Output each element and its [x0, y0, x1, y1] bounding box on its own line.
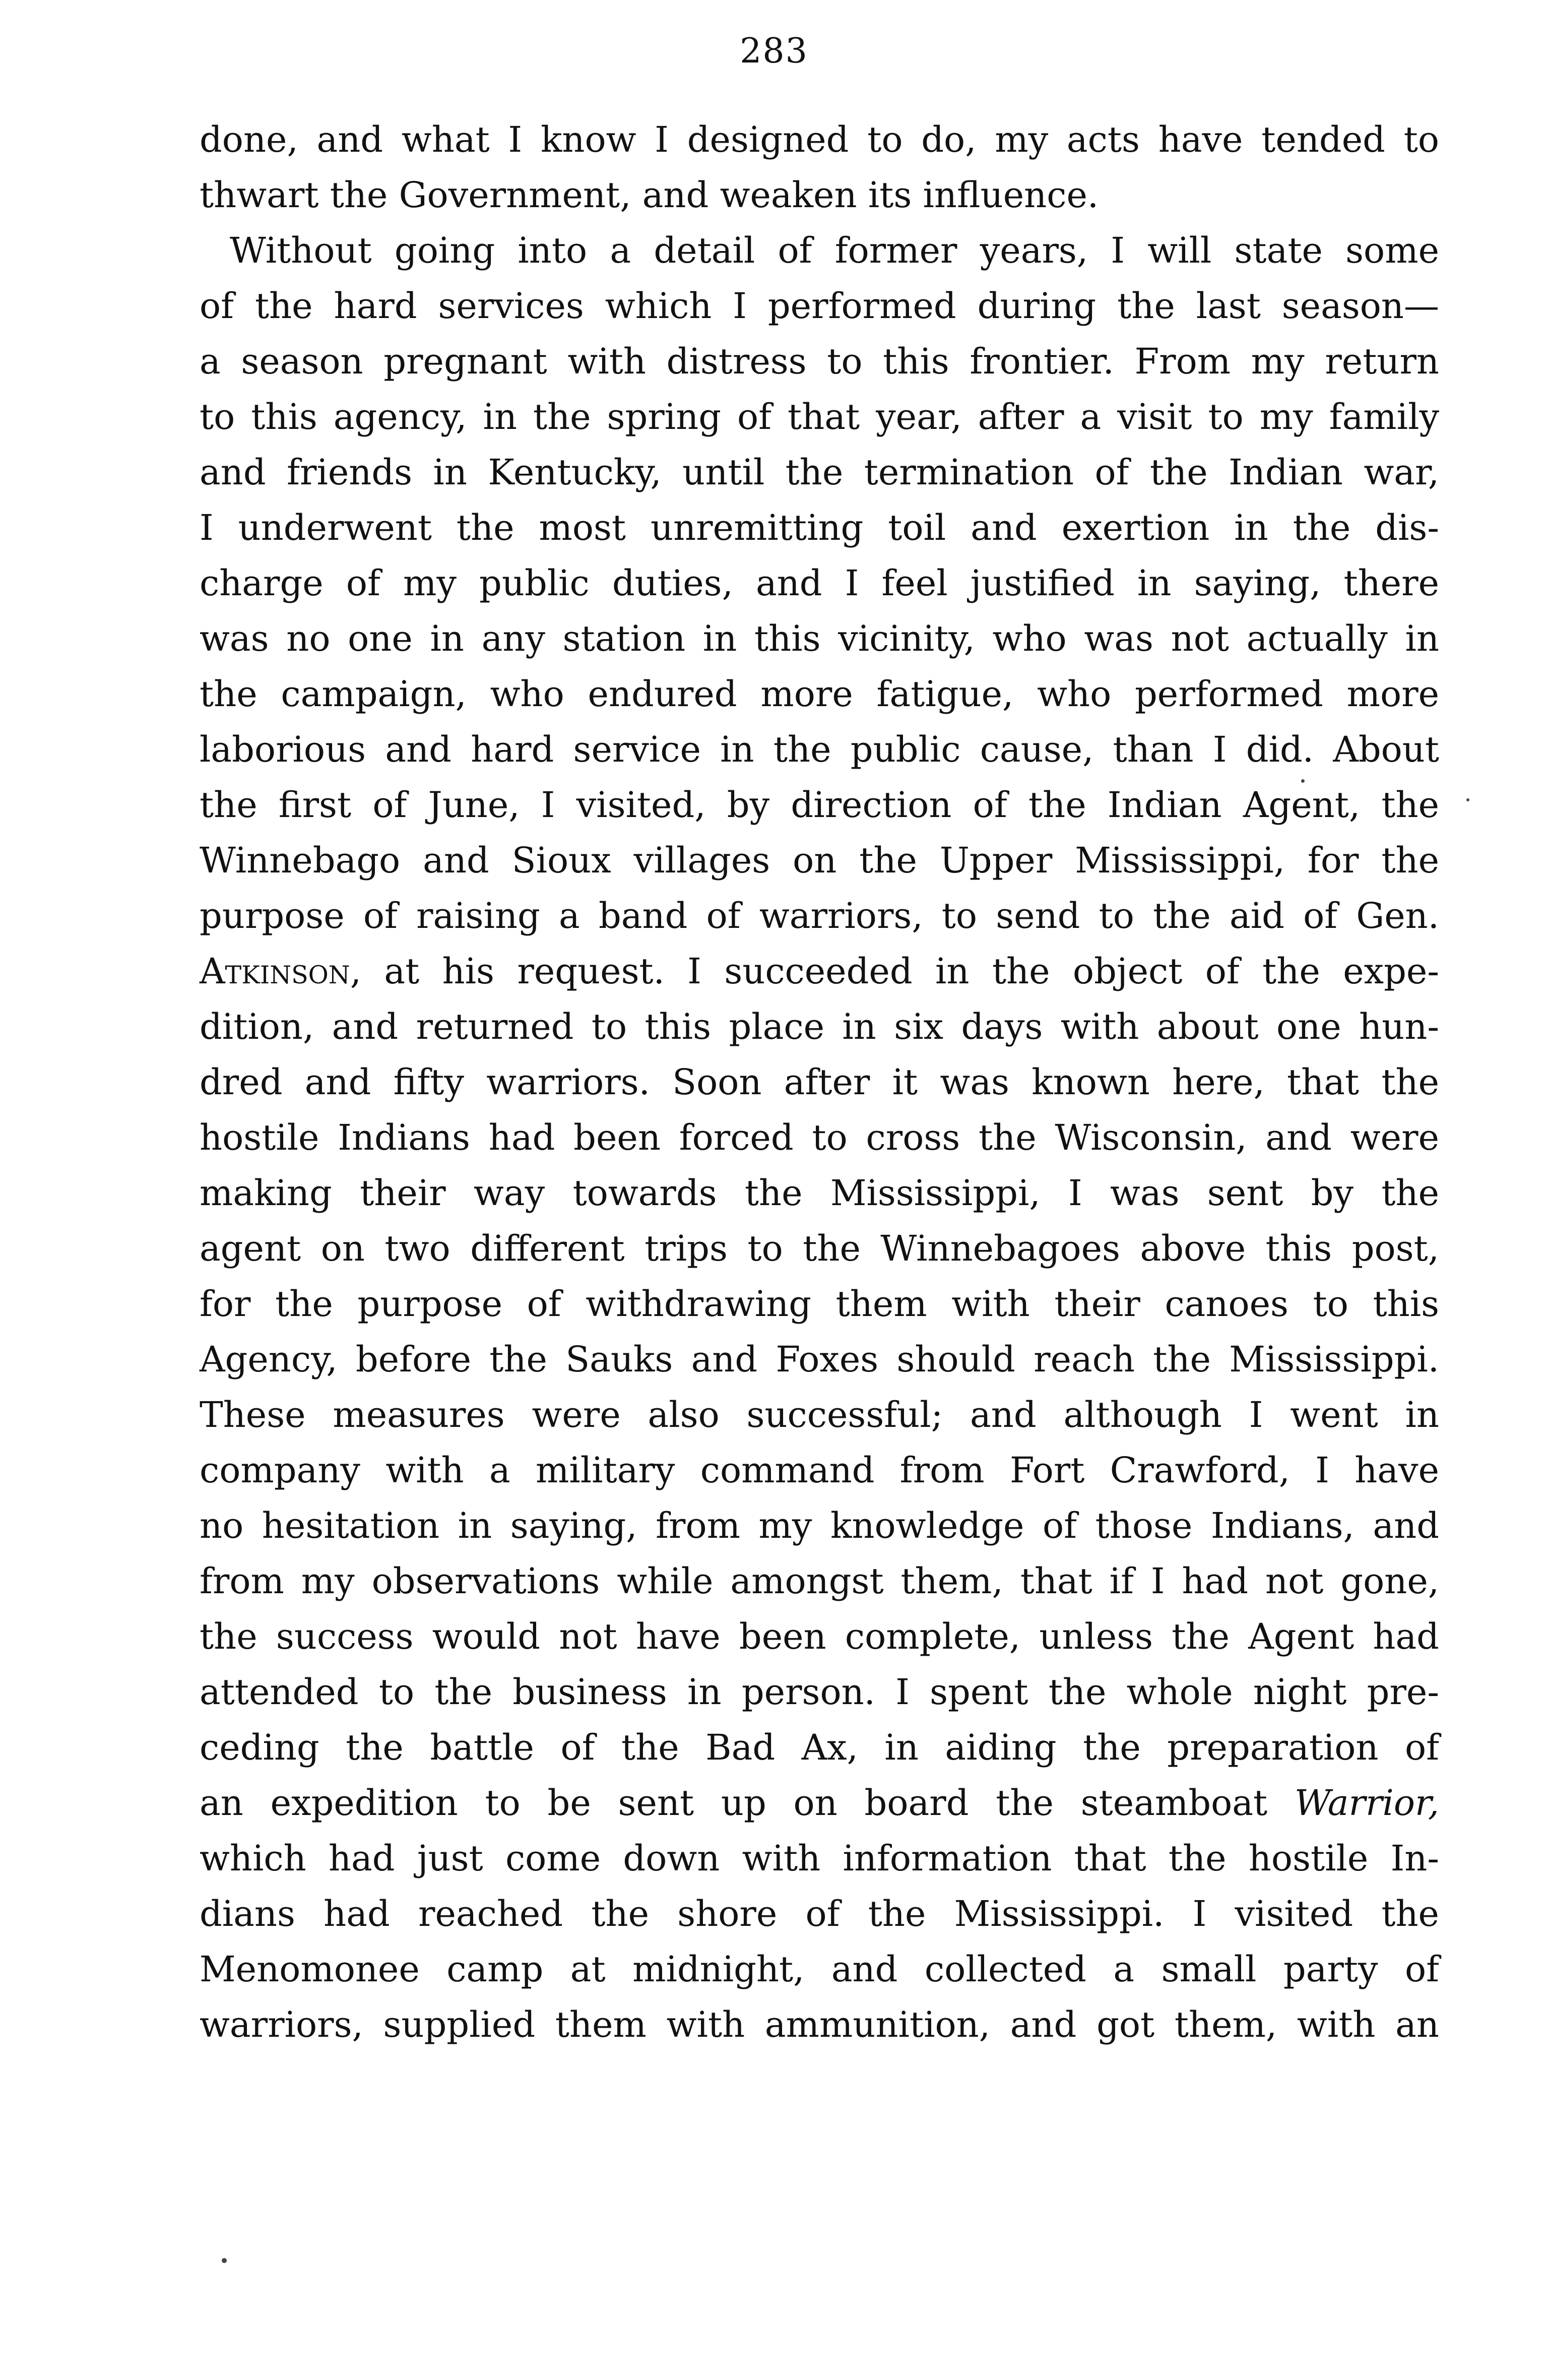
text-line — [200, 888, 1439, 944]
text-line — [200, 1221, 1439, 1276]
page-number: 283 — [740, 31, 808, 71]
text-line — [200, 1165, 1439, 1221]
line-text: These measures were also successful; and although I went in — [200, 1394, 1439, 1435]
text-line — [200, 278, 1439, 334]
text-line — [200, 611, 1439, 666]
line-text: , at his request. I succeeded in the object of the expe- — [350, 951, 1439, 992]
line-text: agent on two different trips to the Winnebagoes above this post, — [200, 1228, 1439, 1269]
text-line — [200, 1443, 1439, 1498]
line-text: charge of my public duties, and I feel justified in saying, there — [200, 562, 1439, 604]
text-line — [200, 334, 1439, 389]
line-text: Without going into a detail of former years, I will state some — [230, 230, 1439, 271]
line-text: of the hard services which I performed during the last season— — [200, 285, 1439, 327]
line-text: an expedition to be sent up on board the steamboat — [200, 1782, 1295, 1824]
line-text: from my observations while amongst them, that if I had not gone, — [200, 1560, 1439, 1602]
text-line — [200, 223, 1439, 278]
text-line — [200, 1664, 1439, 1720]
line-text: which had just come down with information that the hostile In- — [200, 1838, 1439, 1879]
text-line — [200, 833, 1439, 888]
line-text: dians had reached the shore of the Mississippi. I visited the — [200, 1893, 1439, 1934]
line-text: laborious and hard service in the public cause, than I did. About — [200, 729, 1439, 770]
line-text: for the purpose of withdrawing them with their canoes to this — [200, 1283, 1439, 1325]
text-line — [200, 445, 1439, 500]
line-text: warriors, supplied them with ammunition, and got them, with an — [200, 2004, 1439, 2045]
text-line — [200, 1054, 1439, 1110]
text-line — [200, 722, 1439, 777]
line-text: no hesitation in saying, from my knowledge of those Indians, and — [200, 1505, 1439, 1546]
text-line — [200, 1831, 1439, 1886]
text-line — [200, 1997, 1439, 2052]
text-line — [200, 112, 1439, 167]
line-text: done, and what I know I designed to do, my acts have tended to — [200, 119, 1439, 160]
text-line — [200, 1276, 1439, 1332]
line-text: a season pregnant with distress to this frontier. From my return — [200, 341, 1439, 382]
line-text: company with a military command from Fort Crawford, I have — [200, 1450, 1439, 1491]
line-text: thwart the Government, and weaken its influence. — [200, 174, 1099, 216]
line-text: Winnebago and Sioux villages on the Upper Mississippi, for the — [200, 840, 1439, 881]
text-line — [200, 1387, 1439, 1443]
line-text: Menomonee camp at midnight, and collected a small party of — [200, 1949, 1439, 1990]
body-text — [200, 112, 1439, 2052]
text-line — [200, 666, 1439, 722]
text-line — [200, 999, 1439, 1054]
line-text: Agency, before the Sauks and Foxes should reach the Mississippi. — [200, 1339, 1439, 1380]
text-line — [200, 167, 1439, 223]
text-line — [200, 500, 1439, 555]
text-line — [200, 1110, 1439, 1165]
line-text: was no one in any station in this vicinity, who was not actually in — [200, 618, 1439, 659]
line-text: making their way towards the Mississippi, I was sent by the — [200, 1172, 1439, 1214]
line-text: the success would not have been complete, unless the Agent had — [200, 1616, 1439, 1657]
text-line — [200, 1609, 1439, 1664]
line-text: ceding the battle of the Bad Ax, in aiding the preparation of — [200, 1727, 1439, 1768]
name-smallcaps: Atkinson — [200, 951, 350, 992]
line-text: I underwent the most unremitting toil and exertion in the dis- — [200, 507, 1439, 548]
text-line — [200, 555, 1439, 611]
text-line — [200, 1886, 1439, 1941]
line-text: and friends in Kentucky, until the termination of the Indian war, — [200, 452, 1439, 493]
line-text: the first of June, I visited, by direction of the Indian Agent, the — [200, 784, 1439, 826]
line-text: purpose of raising a band of warriors, to send to the aid of Gen. — [200, 895, 1439, 936]
text-line — [200, 389, 1439, 445]
text-line — [200, 944, 1439, 999]
line-text: dition, and returned to this place in six days with about one hun- — [200, 1006, 1439, 1047]
text-line — [200, 777, 1439, 833]
print-speck — [222, 2258, 227, 2263]
text-line — [200, 1941, 1439, 1997]
print-speck — [1301, 779, 1305, 783]
ship-name-italic: Warrior, — [1294, 1782, 1439, 1824]
line-text: the campaign, who endured more fatigue, who performed more — [200, 673, 1439, 715]
text-line — [200, 1720, 1439, 1775]
line-text: to this agency, in the spring of that year, after a visit to my family — [200, 396, 1439, 437]
text-line — [200, 1498, 1439, 1553]
line-text: dred and fifty warriors. Soon after it was known here, that the — [200, 1061, 1439, 1103]
line-text: attended to the business in person. I spent the whole night pre- — [200, 1671, 1439, 1713]
text-line — [200, 1553, 1439, 1609]
line-text: hostile Indians had been forced to cross the Wisconsin, and were — [200, 1117, 1439, 1158]
text-line — [200, 1332, 1439, 1387]
print-speck — [1466, 798, 1469, 801]
text-line — [200, 1775, 1439, 1831]
